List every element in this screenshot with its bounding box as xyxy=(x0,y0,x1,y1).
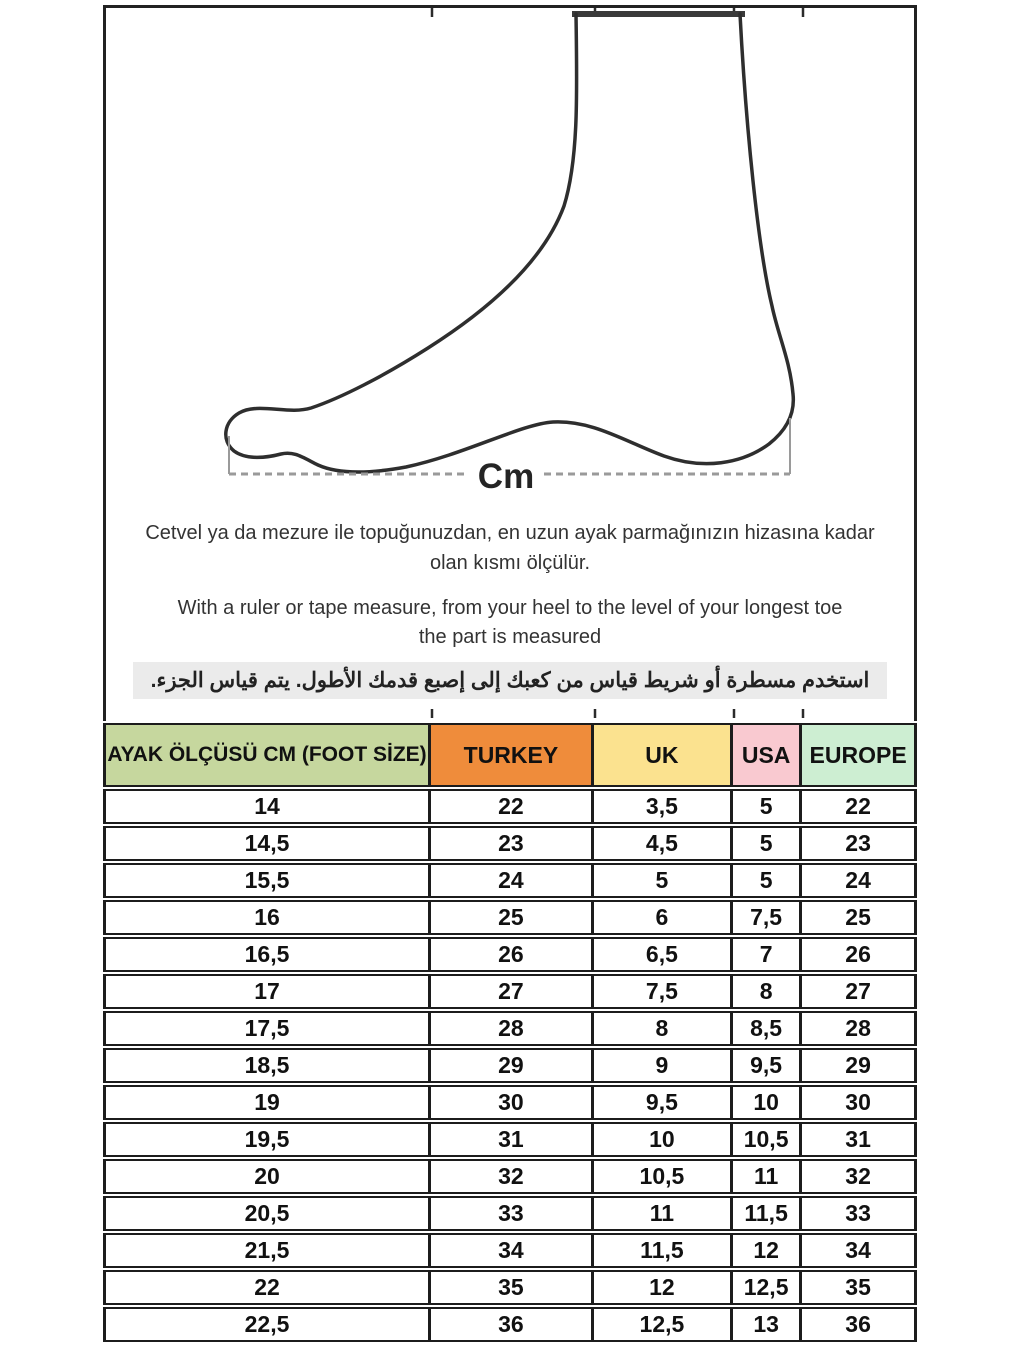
size-cell: 16 xyxy=(103,900,431,935)
size-cell: 22 xyxy=(431,789,594,824)
size-cell: 10 xyxy=(733,1085,802,1120)
size-cell: 32 xyxy=(802,1159,917,1194)
column-header-turkey: TURKEY xyxy=(431,723,594,787)
size-cell: 10,5 xyxy=(594,1159,733,1194)
size-cell: 6,5 xyxy=(594,937,733,972)
size-cell: 36 xyxy=(802,1307,917,1342)
size-cell: 33 xyxy=(431,1196,594,1231)
size-cell: 34 xyxy=(431,1233,594,1268)
size-cell: 34 xyxy=(802,1233,917,1268)
size-cell: 28 xyxy=(802,1011,917,1046)
table-row xyxy=(103,789,917,824)
size-cell: 26 xyxy=(802,937,917,972)
size-cell: 23 xyxy=(802,826,917,861)
size-cell: 27 xyxy=(431,974,594,1009)
instruction-turkish: Cetvel ya da mezure ile topuğunuzdan, en uzun ayak parmağınızın hizasına kadar olan kısmı ölçülür. xyxy=(145,522,875,574)
size-cell: 18,5 xyxy=(103,1048,431,1083)
size-cell: 13 xyxy=(733,1307,802,1342)
size-cell: 29 xyxy=(802,1048,917,1083)
column-header-usa: USA xyxy=(733,723,802,787)
cm-label: Cm xyxy=(477,457,535,496)
size-cell: 12 xyxy=(733,1233,802,1268)
size-cell: 5 xyxy=(733,826,802,861)
table-row xyxy=(103,1159,917,1194)
size-cell: 9,5 xyxy=(594,1085,733,1120)
size-cell: 11,5 xyxy=(594,1233,733,1268)
table-row xyxy=(103,1196,917,1231)
size-cell: 22 xyxy=(103,1270,431,1305)
size-cell: 21,5 xyxy=(103,1233,431,1268)
size-cell: 7,5 xyxy=(733,900,802,935)
size-cell: 16,5 xyxy=(103,937,431,972)
size-cell: 14 xyxy=(103,789,431,824)
size-cell: 10,5 xyxy=(733,1122,802,1157)
size-cell: 12,5 xyxy=(733,1270,802,1305)
size-cell: 6 xyxy=(594,900,733,935)
size-cell: 8,5 xyxy=(733,1011,802,1046)
size-cell: 8 xyxy=(594,1011,733,1046)
table-row xyxy=(103,937,917,972)
size-cell: 24 xyxy=(431,863,594,898)
size-cell: 3,5 xyxy=(594,789,733,824)
size-cell: 7,5 xyxy=(594,974,733,1009)
table-row xyxy=(103,1048,917,1083)
size-cell: 20 xyxy=(103,1159,431,1194)
size-cell: 22 xyxy=(802,789,917,824)
size-cell: 30 xyxy=(431,1085,594,1120)
size-cell: 22,5 xyxy=(103,1307,431,1342)
size-cell: 19 xyxy=(103,1085,431,1120)
leg-cut-bar xyxy=(572,11,745,17)
size-cell: 30 xyxy=(802,1085,917,1120)
size-cell: 35 xyxy=(802,1270,917,1305)
size-cell: 36 xyxy=(431,1307,594,1342)
size-cell: 11,5 xyxy=(733,1196,802,1231)
size-cell: 8 xyxy=(733,974,802,1009)
size-cell: 35 xyxy=(431,1270,594,1305)
column-header-foot-size: AYAK ÖLÇÜSÜ CM (FOOT SİZE) xyxy=(103,723,431,787)
table-row xyxy=(103,1011,917,1046)
table-row xyxy=(103,974,917,1009)
size-cell: 9,5 xyxy=(733,1048,802,1083)
size-cell: 17,5 xyxy=(103,1011,431,1046)
size-cell: 24 xyxy=(802,863,917,898)
instruction-arabic-text: استخدم مسطرة أو شريط قياس من كعبك إلى إصبع قدمك الأطول. يتم قياس الجزء. xyxy=(133,662,888,699)
size-cell: 31 xyxy=(802,1122,917,1157)
table-row xyxy=(103,1270,917,1305)
table-row xyxy=(103,863,917,898)
size-cell: 5 xyxy=(733,789,802,824)
size-cell: 12,5 xyxy=(594,1307,733,1342)
size-cell: 7 xyxy=(733,937,802,972)
size-cell: 11 xyxy=(733,1159,802,1194)
table-row xyxy=(103,1085,917,1120)
size-cell: 10 xyxy=(594,1122,733,1157)
size-cell: 26 xyxy=(431,937,594,972)
instruction-arabic xyxy=(106,662,914,699)
size-cell: 19,5 xyxy=(103,1122,431,1157)
table-row xyxy=(103,1233,917,1268)
instruction-english: With a ruler or tape measure, from your heel to the level of your longest toe the part is measured xyxy=(177,597,843,648)
table-row xyxy=(103,1122,917,1157)
size-cell: 29 xyxy=(431,1048,594,1083)
size-table-body xyxy=(103,789,917,1342)
size-cell: 14,5 xyxy=(103,826,431,861)
size-table-header xyxy=(103,723,917,787)
size-cell: 5 xyxy=(594,863,733,898)
table-row xyxy=(103,826,917,861)
foot-outline xyxy=(226,14,794,472)
size-cell: 33 xyxy=(802,1196,917,1231)
size-cell: 4,5 xyxy=(594,826,733,861)
size-cell: 20,5 xyxy=(103,1196,431,1231)
size-cell: 32 xyxy=(431,1159,594,1194)
column-header-uk: UK xyxy=(594,723,733,787)
size-cell: 25 xyxy=(802,900,917,935)
size-cell: 17 xyxy=(103,974,431,1009)
size-conversion-table xyxy=(103,721,917,1344)
size-cell: 9 xyxy=(594,1048,733,1083)
table-row xyxy=(103,1307,917,1342)
table-row xyxy=(103,900,917,935)
column-header-europe: EUROPE xyxy=(802,723,917,787)
foot-measurement-diagram xyxy=(103,5,917,721)
size-cell: 23 xyxy=(431,826,594,861)
size-cell: 28 xyxy=(431,1011,594,1046)
header-row xyxy=(103,723,917,787)
size-cell: 25 xyxy=(431,900,594,935)
size-cell: 11 xyxy=(594,1196,733,1231)
size-cell: 15,5 xyxy=(103,863,431,898)
size-cell: 5 xyxy=(733,863,802,898)
size-cell: 31 xyxy=(431,1122,594,1157)
size-cell: 12 xyxy=(594,1270,733,1305)
size-cell: 27 xyxy=(802,974,917,1009)
